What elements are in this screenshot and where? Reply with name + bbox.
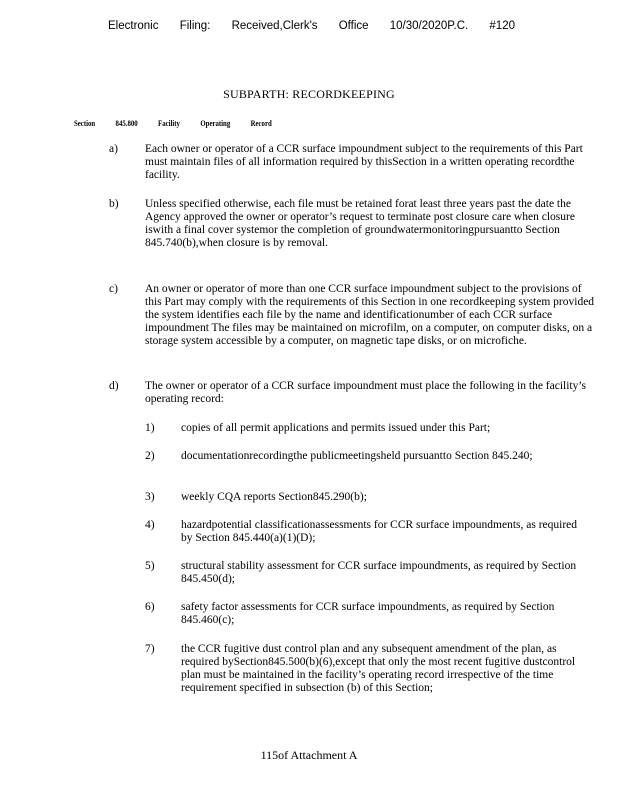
page-footer: 115of Attachment A — [260, 748, 358, 762]
subparagraph-label: 5) — [145, 560, 155, 572]
subparagraph-text: safety factor assessments for CCR surface impoundments, as required by Section 845.460(c); — [181, 601, 555, 626]
subparagraph-label: 3) — [145, 491, 155, 503]
paragraph-label: d) — [109, 380, 119, 392]
subparagraph-text: hazardpotential classificationassessments for CCR surface impoundments, as required by Section 845.440(a)(1)(D); — [181, 519, 578, 544]
header-date: 10/30/2020P.C. — [389, 20, 469, 32]
subparagraph-text: structural stability assessment for CCR surface impoundments, as required by Section 845.450(d); — [181, 560, 577, 585]
header-electronic: Electronic — [108, 20, 159, 32]
section-number: 845.800 — [115, 119, 138, 128]
header-filing: Filing: — [179, 20, 211, 32]
page-title: SUBPARTH: RECORDKEEPING — [223, 87, 395, 101]
section-facility: Facility — [158, 119, 180, 128]
section-heading — [74, 119, 290, 128]
subparagraph-text: the CCR fugitive dust control plan and any subsequent amendment of the plan, as required bySection845.500(b)(6),except that only the most recent fugitive dustcontrol plan must be maintained in the facility’s operating record irrespective of the time requirement specified in subsection (b) of this Section; — [181, 643, 576, 694]
paragraph-label: c) — [109, 283, 118, 295]
paragraph-text: Each owner or operator of a CCR surface impoundment subject to the requirements of this Part must maintain files of all information required by thisSection in a written operating recordthe facility. — [145, 143, 583, 181]
subparagraph-text: documentationrecordingthe publicmeetingsheld pursuantto Section 845.240; — [181, 450, 533, 462]
paragraph-label: a) — [109, 143, 118, 155]
filing-stamp-header — [108, 20, 598, 32]
paragraph-text: Unless specified otherwise, each file must be retained forat least three years past the date the Agency approved the owner or operator’s request to terminate post closure care when closure iswith a final cover systemor the completion of groundwatermonitoringpursuantto Section 845.740(b),when closure is by removal. — [145, 198, 575, 249]
paragraph-text: The owner or operator of a CCR surface impoundment must place the following in the facility’s operating record: — [145, 380, 587, 405]
header-office: Office — [338, 20, 369, 32]
paragraph-text: An owner or operator of more than one CCR surface impoundment subject to the provisions of this Part may comply with the requirements of this Section in one recordkeeping system provided the system identifies each file by the name and identificationumber of each CCR surface impoundment The files may be maintained on microfilm, on a computer, on computer disks, on a storage system accessible by a computer, on magnetic tape disks, or on microfiche. — [145, 283, 595, 347]
subparagraph-label: 2) — [145, 450, 155, 462]
subparagraph-text: copies of all permit applications and permits issued under this Part; — [181, 422, 491, 434]
subparagraph-label: 6) — [145, 601, 155, 613]
subparagraph-label: 4) — [145, 519, 155, 531]
header-received: Received,Clerk's — [231, 20, 318, 32]
section-word: Section — [74, 119, 96, 128]
section-record: Record — [250, 119, 272, 128]
subparagraph-label: 1) — [145, 422, 155, 434]
section-operating: Operating — [200, 119, 231, 128]
subparagraph-text: weekly CQA reports Section845.290(b); — [181, 491, 367, 503]
header-number: #120 — [489, 20, 515, 32]
paragraph-label: b) — [109, 198, 119, 210]
subparagraph-label: 7) — [145, 643, 155, 655]
